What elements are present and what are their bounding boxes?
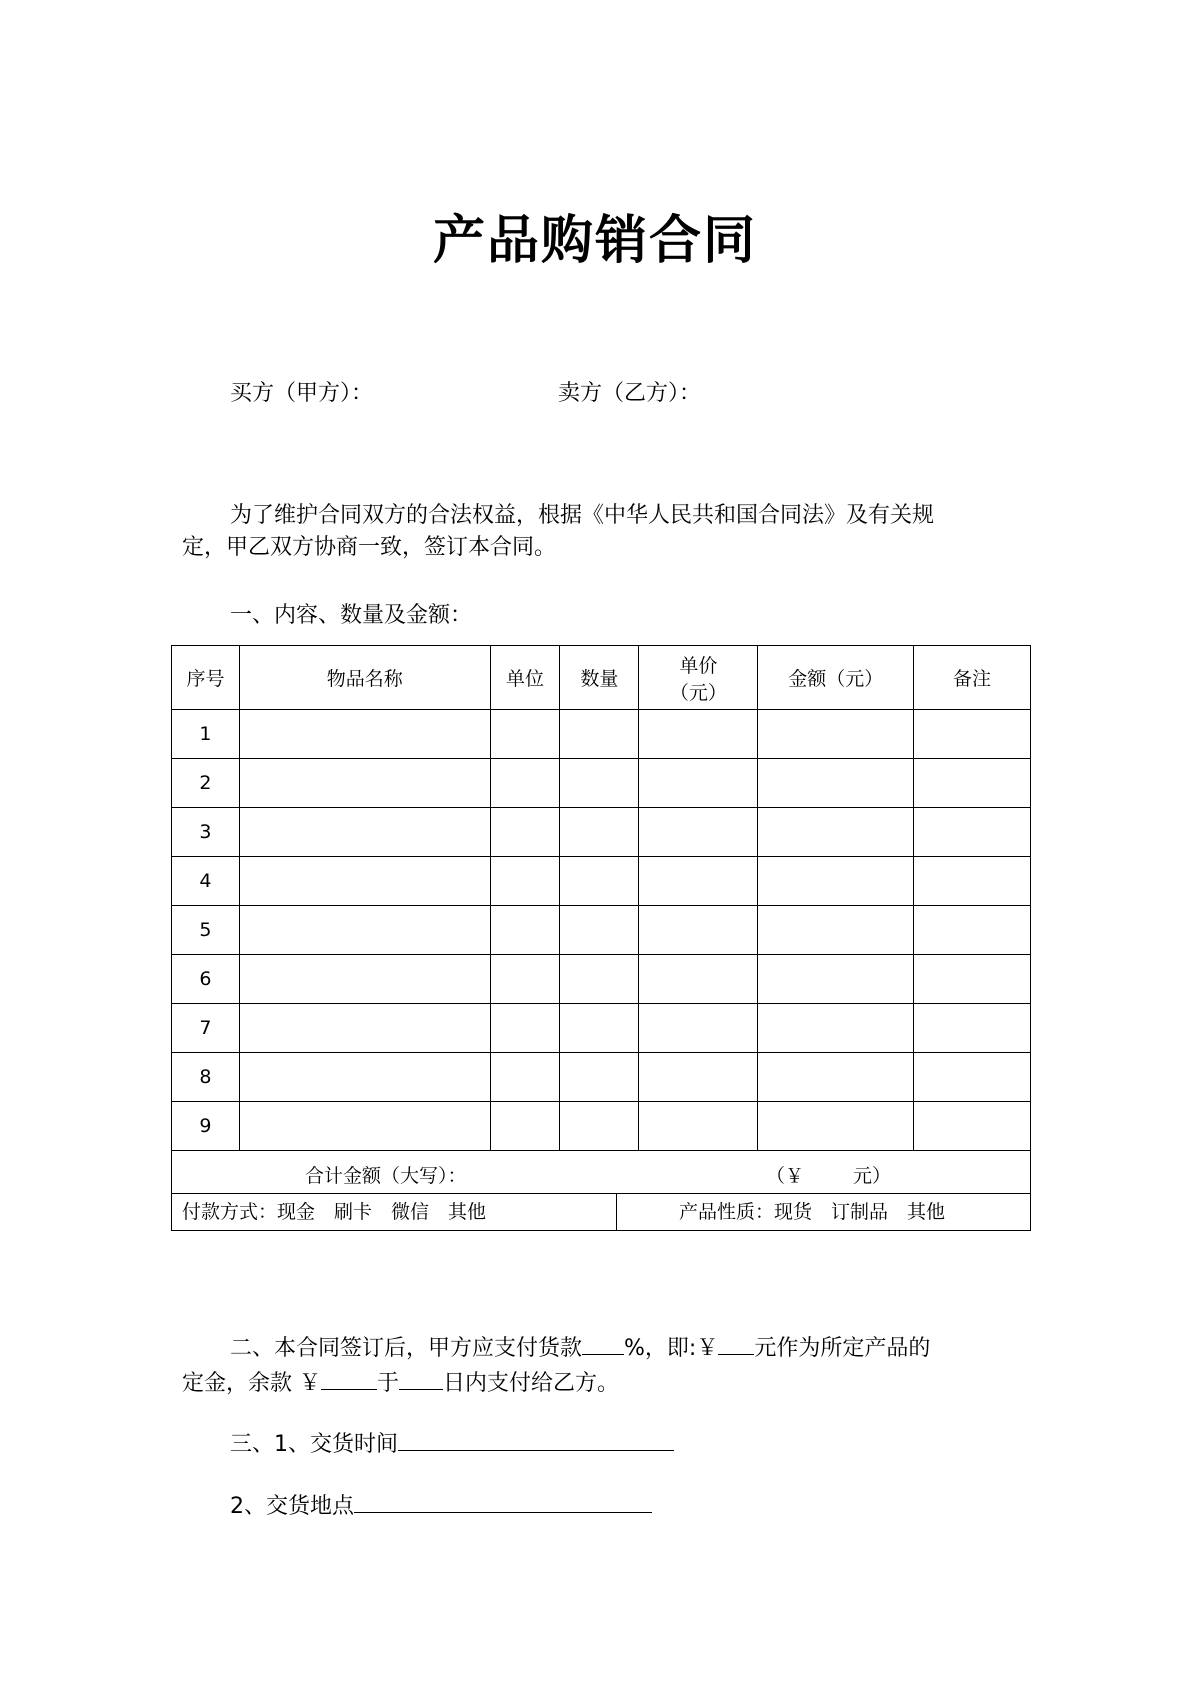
cell-note[interactable] bbox=[914, 759, 1031, 808]
cell-unit[interactable] bbox=[490, 759, 560, 808]
header-amount: 金额（元） bbox=[758, 646, 914, 710]
section2-text-6: 日内支付给乙方。 bbox=[443, 1371, 620, 1396]
cell-note[interactable] bbox=[914, 1004, 1031, 1053]
cell-item-name[interactable] bbox=[239, 710, 490, 759]
cell-note[interactable] bbox=[914, 1102, 1031, 1151]
delivery-time-blank[interactable] bbox=[398, 1426, 674, 1451]
cell-item-name[interactable] bbox=[239, 857, 490, 906]
cell-note[interactable] bbox=[914, 710, 1031, 759]
cell-unit-price[interactable] bbox=[639, 759, 758, 808]
cell-unit-price[interactable] bbox=[639, 1004, 758, 1053]
cell-item-name[interactable] bbox=[239, 1102, 490, 1151]
cell-unit-price[interactable] bbox=[639, 1053, 758, 1102]
cell-quantity[interactable] bbox=[560, 1004, 639, 1053]
seller-label: 卖方（乙方）： bbox=[558, 381, 702, 406]
header-unit-price-line2: （元） bbox=[669, 681, 727, 704]
cell-quantity[interactable] bbox=[560, 1053, 639, 1102]
cell-unit[interactable] bbox=[490, 857, 560, 906]
table-row bbox=[172, 955, 1031, 1004]
total-cell bbox=[172, 1151, 1031, 1194]
payment-row bbox=[172, 1194, 1031, 1231]
row-index: 2 bbox=[172, 759, 240, 808]
cell-unit[interactable] bbox=[490, 1102, 560, 1151]
header-unit: 单位 bbox=[490, 646, 560, 710]
cell-unit[interactable] bbox=[490, 808, 560, 857]
section2-text-5: 于 bbox=[377, 1371, 400, 1396]
cell-unit-price[interactable] bbox=[639, 857, 758, 906]
section2-text-2: %，即:￥ bbox=[624, 1336, 719, 1361]
balance-amount-blank[interactable] bbox=[321, 1365, 377, 1390]
section1-heading: 一、内容、数量及金额： bbox=[230, 603, 473, 628]
payment-cell bbox=[172, 1194, 1031, 1231]
row-index: 8 bbox=[172, 1053, 240, 1102]
cell-amount[interactable] bbox=[758, 759, 914, 808]
cell-unit[interactable] bbox=[490, 906, 560, 955]
intro-line-1: 为了维护合同双方的合法权益，根据《中华人民共和国合同法》及有关规 bbox=[230, 503, 935, 528]
delivery-place-label: 2、交货地点 bbox=[230, 1494, 354, 1519]
table-row bbox=[172, 1053, 1031, 1102]
table-row bbox=[172, 808, 1031, 857]
header-unit-price-line1: 单价 bbox=[679, 654, 718, 677]
section3-item2 bbox=[230, 1488, 652, 1520]
section2-text-4: 定金，余款 ￥ bbox=[182, 1371, 321, 1396]
cell-unit-price[interactable] bbox=[639, 710, 758, 759]
row-index: 7 bbox=[172, 1004, 240, 1053]
table-row bbox=[172, 759, 1031, 808]
deposit-amount-blank[interactable] bbox=[718, 1330, 754, 1355]
cell-unit-price[interactable] bbox=[639, 1102, 758, 1151]
header-note: 备注 bbox=[914, 646, 1031, 710]
cell-item-name[interactable] bbox=[239, 808, 490, 857]
buyer-label: 买方（甲方）： bbox=[230, 381, 374, 406]
intro-line-2: 定，甲乙双方协商一致，签订本合同。 bbox=[182, 535, 557, 560]
cell-item-name[interactable] bbox=[239, 906, 490, 955]
row-index: 9 bbox=[172, 1102, 240, 1151]
cell-quantity[interactable] bbox=[560, 808, 639, 857]
cell-unit[interactable] bbox=[490, 955, 560, 1004]
cell-quantity[interactable] bbox=[560, 857, 639, 906]
cell-amount[interactable] bbox=[758, 1004, 914, 1053]
row-index: 3 bbox=[172, 808, 240, 857]
cell-quantity[interactable] bbox=[560, 906, 639, 955]
table-row bbox=[172, 710, 1031, 759]
table-row bbox=[172, 857, 1031, 906]
cell-quantity[interactable] bbox=[560, 710, 639, 759]
cell-amount[interactable] bbox=[758, 1053, 914, 1102]
cell-item-name[interactable] bbox=[239, 759, 490, 808]
cell-unit-price[interactable] bbox=[639, 906, 758, 955]
payment-method: 付款方式：现金 刷卡 微信 其他 bbox=[172, 1194, 617, 1230]
delivery-time-label: 三、1、交货时间 bbox=[230, 1432, 398, 1457]
row-index: 6 bbox=[172, 955, 240, 1004]
cell-amount[interactable] bbox=[758, 955, 914, 1004]
section3-item1 bbox=[230, 1426, 674, 1458]
table-row bbox=[172, 1102, 1031, 1151]
contract-title: 产品购销合同 bbox=[432, 211, 757, 271]
cell-unit[interactable] bbox=[490, 710, 560, 759]
cell-amount[interactable] bbox=[758, 1102, 914, 1151]
total-yuan-close: 元） bbox=[853, 1165, 892, 1187]
delivery-place-blank[interactable] bbox=[354, 1488, 652, 1513]
cell-note[interactable] bbox=[914, 808, 1031, 857]
header-item-name: 物品名称 bbox=[239, 646, 490, 710]
total-row bbox=[172, 1151, 1031, 1194]
balance-days-blank[interactable] bbox=[399, 1365, 443, 1390]
cell-note[interactable] bbox=[914, 955, 1031, 1004]
row-index: 4 bbox=[172, 857, 240, 906]
section2-text-1: 二、本合同签订后，甲方应支付货款 bbox=[230, 1336, 583, 1361]
cell-note[interactable] bbox=[914, 857, 1031, 906]
cell-unit-price[interactable] bbox=[639, 955, 758, 1004]
cell-item-name[interactable] bbox=[239, 1004, 490, 1053]
intro-paragraph bbox=[182, 500, 1022, 564]
row-index: 5 bbox=[172, 906, 240, 955]
cell-unit-price[interactable] bbox=[639, 808, 758, 857]
section2-text-3: 元作为所定产品的 bbox=[754, 1336, 931, 1361]
cell-amount[interactable] bbox=[758, 906, 914, 955]
header-unit-price bbox=[639, 646, 758, 710]
cell-quantity[interactable] bbox=[560, 759, 639, 808]
cell-item-name[interactable] bbox=[239, 955, 490, 1004]
header-quantity: 数量 bbox=[560, 646, 639, 710]
cell-unit[interactable] bbox=[490, 1004, 560, 1053]
goods-table bbox=[171, 645, 1031, 1231]
cell-amount[interactable] bbox=[758, 710, 914, 759]
table-header-row bbox=[172, 646, 1031, 710]
cell-note[interactable] bbox=[914, 1053, 1031, 1102]
cell-amount[interactable] bbox=[758, 808, 914, 857]
table-row bbox=[172, 1004, 1031, 1053]
total-amount-label: 合计金额（大写）： bbox=[305, 1165, 467, 1187]
total-yuan-open: （￥ bbox=[766, 1165, 805, 1187]
cell-item-name[interactable] bbox=[239, 1053, 490, 1102]
deposit-percent-blank[interactable] bbox=[582, 1330, 624, 1355]
cell-quantity[interactable] bbox=[560, 1102, 639, 1151]
cell-note[interactable] bbox=[914, 906, 1031, 955]
cell-unit[interactable] bbox=[490, 1053, 560, 1102]
row-index: 1 bbox=[172, 710, 240, 759]
product-nature: 产品性质：现货 订制品 其他 bbox=[679, 1201, 946, 1223]
section2-paragraph bbox=[182, 1330, 1022, 1400]
header-index: 序号 bbox=[172, 646, 240, 710]
cell-quantity[interactable] bbox=[560, 955, 639, 1004]
cell-amount[interactable] bbox=[758, 857, 914, 906]
table-row bbox=[172, 906, 1031, 955]
